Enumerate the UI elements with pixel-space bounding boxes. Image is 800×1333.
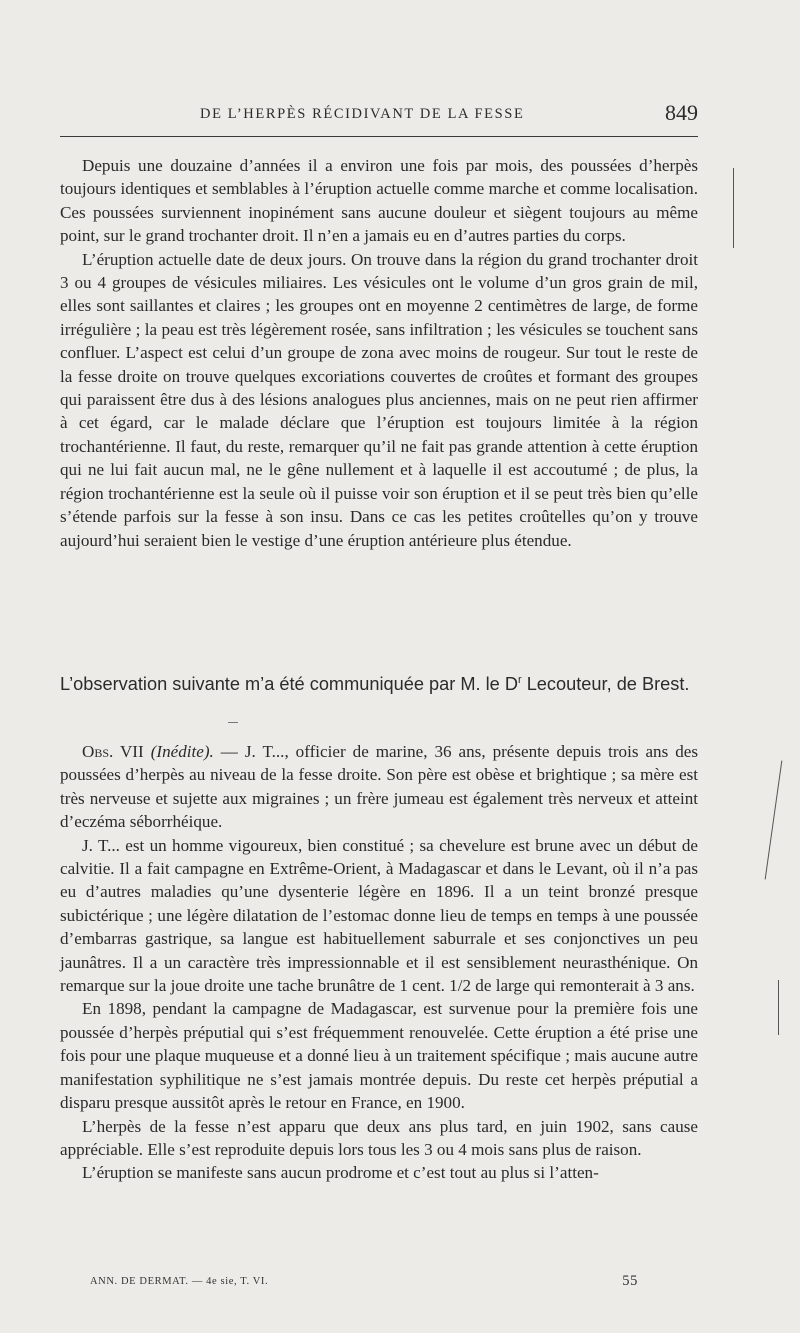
header-rule [60, 136, 698, 137]
running-header [60, 100, 700, 130]
sheet-number: 55 [622, 1273, 638, 1289]
observation-qualifier: (Inédite). [150, 742, 214, 761]
margin-mark-top [733, 168, 734, 248]
observation-paragraph-3: En 1898, pendant la campagne de Madagascar, est survenue pour la première fois une poussée d’herpès préputial qui s’est fréquemment renouvelée. Cette éruption a été prise une fois pour une plaque muqueuse et a donné lieu à un traitement spécifique ; mais aucune autre manifestation syphilitique ne s’est jamais montrée depuis. Du reste cet herpès préputial a disparu presque aussitôt après le retour en France, en 1900. [60, 999, 698, 1113]
paragraph-1: Depuis une douzaine d’années il a environ une fois par mois, des poussées d’herpès toujours identiques et semblables à l’éruption actuelle comme marche et comme localisation. Ces poussées surviennent inopinément sans aucune douleur et siègent toujours au même point, sur le grand trochanter droit. Il n’en a jamais eu en d’autres parties du corps. [60, 156, 698, 246]
page-number: 849 [665, 100, 698, 125]
journal-reference: ANN. DE DERMAT. — 4e sie, T. VI. [90, 1276, 269, 1287]
observation-intro: — J. T..., officier de marine, 36 ans, présente depuis trois ans des poussées d’herpès au niveau de la fesse droite. Son père est obèse et brightique ; sa mère est très nerveuse et sujette aux migraines ; un frère jumeau est également très nerveux et atteint d’eczéma séborrhéique. [60, 742, 699, 832]
page-footer [90, 1273, 650, 1296]
observation-text [60, 740, 698, 1185]
body-text [60, 154, 698, 552]
section-note-superscript: r [517, 674, 522, 686]
paragraph-2: L’éruption actuelle date de deux jours. On trouve dans la région du grand trochanter droit 3 ou 4 groupes de vésicules miliaires. Les vésicules ont le volume d’un gros grain de mil, elles sont saillantes et claires ; les groupes ont en moyenne 2 centimètres de large, de forme irrégulière ; la peau est très légèrement rosée, sans infiltration ; les vésicules se touchent sans confluer. L’aspect est celui d’un groupe de zona avec moins de rougeur. Sur tout le reste de la fesse droite on trouve quelques excoriations couvertes de croûtes et formant des groupes qui paraissent être dus à des lésions analogues plus anciennes, mais on ne peut rien affirmer à cet égard, car le malade déclare que l’éruption est toujours limitée à la région trochantérienne. Il faut, du reste, remarquer qu’il ne fait pas grande attention à cette éruption qui ne lui fait aucun mal, ne le gêne nullement et à laquelle il est accoutumé ; de plus, la région trochantérienne est la seule où il puisse voir son éruption et il se peut très bien qu’elle s’étende parfois sur la fesse à son insu. Dans ce cas les petites croûtelles qu’on y trouve aujourd’hui seraient bien le vestige d’une éruption antérieure plus étendue. [60, 249, 698, 550]
observation-label: Obs. VII [82, 742, 144, 761]
margin-mark-lower [778, 980, 779, 1035]
observation-paragraph-1 [60, 740, 698, 834]
section-note-prefix: L’observation suivante m’a été communiquée par M. le D [60, 674, 518, 695]
observation-paragraph-2: J. T... est un homme vigoureux, bien constitué ; sa chevelure est brune avec un début de calvitie. Il a fait campagne en Extrême-Orient, à Madagascar et dans le Levant, où il n’a pas eu d’autres maladies qu’une dysenterie légère en 1896. Il a un teint bronzé presque subictérique ; une légère dilatation de l’estomac donne lieu de temps en temps à une poussée d’embarras gastrique, sa langue est habituellement saburrale et ses conjonctives un peu jaunâtres. Il a un caractère très impressionnable et il est sensiblement neurasthénique. On remarque sur la joue droite une tache brunâtre de 1 cent. 1/2 de large qui remonterait à 3 ans. [60, 835, 698, 996]
separator-mark [228, 722, 238, 723]
section-note-suffix: Lecouteur, de Brest. [521, 674, 690, 695]
observation-paragraph-4: L’herpès de la fesse n’est apparu que deux ans plus tard, en juin 1902, sans cause appréciable. Elle s’est reproduite depuis lors tous les 3 ou 4 mois sans plus de raison. [60, 1116, 698, 1159]
section-note [60, 668, 698, 696]
running-title: DE L’HERPÈS RÉCIDIVANT DE LA FESSE [200, 106, 525, 122]
observation-paragraph-5: L’éruption se manifeste sans aucun prodrome et c’est tout au plus si l’atten- [82, 1163, 599, 1183]
margin-mark-middle [765, 761, 783, 880]
